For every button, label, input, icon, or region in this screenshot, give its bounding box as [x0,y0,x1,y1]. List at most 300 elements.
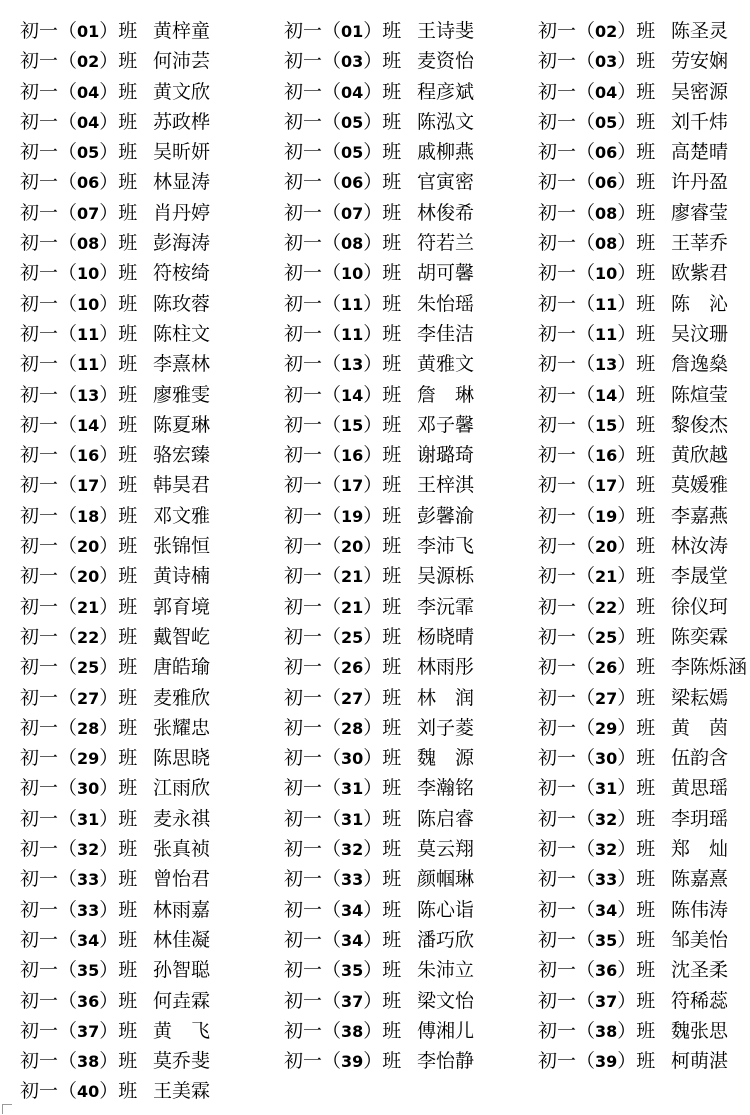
class-label: 初一（33）班 [20,898,138,921]
list-row [0,107,750,137]
class-label: 初一（02）班 [538,20,656,42]
list-item [20,349,210,379]
list-item [20,531,210,561]
class-label: 初一（21）班 [284,565,402,588]
list-item [20,501,210,531]
student-name: 林汝涛 [671,535,729,558]
class-label: 初一（08）班 [538,201,656,224]
list-item [284,380,474,410]
class-number: 10 [77,294,100,314]
class-number: 10 [595,264,618,284]
class-label: 初一（06）班 [538,171,656,194]
class-number: 20 [595,537,618,557]
class-number: 05 [341,112,364,132]
student-name: 林雨嘉 [153,898,211,921]
list-item [284,531,474,561]
class-number: 31 [341,809,364,829]
student-name: 官寅密 [417,171,475,194]
class-label: 初一（06）班 [538,141,656,164]
class-number: 28 [77,718,100,738]
class-number: 14 [595,385,618,405]
list-item [20,1046,210,1076]
class-number: 04 [341,82,364,102]
list-item [20,137,210,167]
class-number: 08 [77,234,100,254]
class-number: 34 [77,930,100,950]
class-label: 初一（10）班 [20,262,138,285]
student-name: 胡可馨 [417,262,475,285]
class-label: 初一（35）班 [284,959,402,982]
class-label: 初一（37）班 [538,989,656,1012]
student-name: 黄 茵 [671,716,729,739]
class-label: 初一（28）班 [284,716,402,739]
list-item [20,470,210,500]
class-number: 25 [77,658,100,678]
class-label: 初一（28）班 [20,716,138,739]
list-item [538,46,728,76]
student-name: 邹美怡 [671,928,729,951]
list-row [0,198,750,228]
class-number: 34 [341,930,364,950]
student-name: 朱沛立 [417,959,475,982]
student-name: 王诗斐 [417,20,475,42]
class-label: 初一（05）班 [284,141,402,164]
list-item [20,319,210,349]
class-number: 37 [595,991,618,1011]
class-label: 初一（02）班 [20,50,138,73]
class-label: 初一（36）班 [20,989,138,1012]
student-name: 陈奕霖 [671,625,729,648]
student-name: 何垚霖 [153,989,211,1012]
class-number: 10 [341,264,364,284]
class-label: 初一（20）班 [538,535,656,558]
list-item [538,228,728,258]
student-name: 陈夏琳 [153,413,211,436]
class-label: 初一（39）班 [538,1050,656,1073]
class-number: 39 [595,1052,618,1072]
class-number: 30 [595,749,618,769]
class-label: 初一（16）班 [284,444,402,467]
list-item [284,955,474,985]
list-item [20,77,210,107]
class-number: 29 [77,749,100,769]
list-row [0,531,750,561]
class-label: 初一（20）班 [20,565,138,588]
class-number: 11 [77,324,100,344]
list-item [20,743,210,773]
class-number: 06 [595,173,618,193]
class-number: 33 [341,870,364,890]
class-number: 13 [77,385,100,405]
student-name: 林雨彤 [417,656,475,679]
class-number: 21 [341,597,364,617]
class-label: 初一（16）班 [538,444,656,467]
class-number: 16 [595,446,618,466]
list-item [538,804,728,834]
list-row [0,804,750,834]
student-name: 曾怡君 [153,868,211,891]
student-name: 何沛芸 [153,50,211,73]
class-number: 40 [77,1082,100,1102]
class-label: 初一（05）班 [284,110,402,133]
class-number: 38 [341,1021,364,1041]
class-label: 初一（01）班 [20,20,138,42]
class-label: 初一（15）班 [538,413,656,436]
class-number: 33 [77,900,100,920]
list-item [538,864,728,894]
student-name: 詹逸燊 [671,353,729,376]
student-name: 高楚晴 [671,141,729,164]
class-label: 初一（10）班 [538,262,656,285]
class-label: 初一（11）班 [20,353,138,376]
student-name: 张真祯 [153,838,211,861]
class-label: 初一（05）班 [20,141,138,164]
class-number: 02 [595,22,618,41]
class-label: 初一（07）班 [20,201,138,224]
class-label: 初一（18）班 [20,504,138,527]
class-label: 初一（27）班 [20,686,138,709]
class-number: 03 [595,52,618,72]
student-name: 麦资怡 [417,50,475,73]
student-name: 李玥瑶 [671,807,729,830]
student-name: 黄思瑶 [671,777,729,800]
list-item [284,1016,474,1046]
class-number: 10 [77,264,100,284]
class-number: 08 [595,203,618,223]
class-label: 初一（03）班 [284,50,402,73]
class-label: 初一（27）班 [538,686,656,709]
list-item [538,440,728,470]
list-item [284,258,474,288]
list-item [538,592,728,622]
student-name: 张锦恒 [153,535,211,558]
student-name: 陈泓文 [417,110,475,133]
list-item [284,925,474,955]
student-name: 莫云翔 [417,838,475,861]
list-item [538,289,728,319]
class-number: 25 [595,627,618,647]
student-name: 韩昊君 [153,474,211,497]
list-row [0,955,750,985]
class-label: 初一（37）班 [20,1019,138,1042]
class-number: 32 [77,840,100,860]
class-number: 01 [341,22,364,41]
student-name: 李嘉燕 [671,504,729,527]
class-label: 初一（17）班 [284,474,402,497]
list-item [284,683,474,713]
list-item [20,410,210,440]
list-item [20,683,210,713]
class-label: 初一（04）班 [20,80,138,103]
class-label: 初一（38）班 [538,1019,656,1042]
student-name: 许丹盈 [671,171,729,194]
student-name: 黄文欣 [153,80,211,103]
class-number: 16 [77,446,100,466]
class-label: 初一（29）班 [20,747,138,770]
student-name: 朱怡瑶 [417,292,475,315]
class-label: 初一（27）班 [284,686,402,709]
list-item [20,1076,210,1106]
list-item [20,834,210,864]
list-item [538,683,728,713]
class-label: 初一（22）班 [20,625,138,648]
class-number: 25 [341,627,364,647]
class-label: 初一（30）班 [538,747,656,770]
list-item [20,652,210,682]
list-item [20,1016,210,1046]
list-item [284,228,474,258]
class-number: 11 [595,324,618,344]
list-item [538,925,728,955]
student-name: 陈煊莹 [671,383,729,406]
list-item [284,198,474,228]
student-name: 邓文雅 [153,504,211,527]
class-number: 22 [595,597,618,617]
class-number: 39 [341,1052,364,1072]
student-name: 李陈烁涵 [671,656,748,679]
student-name: 彭海涛 [153,232,211,255]
list-item [538,834,728,864]
student-name: 魏 源 [417,747,475,770]
student-name: 肖丹婷 [153,201,211,224]
class-number: 19 [595,506,618,526]
class-label: 初一（30）班 [20,777,138,800]
class-number: 17 [77,476,100,496]
student-name: 莫乔斐 [153,1050,211,1073]
list-item [284,501,474,531]
class-label: 初一（35）班 [20,959,138,982]
page-corner-mark [2,1104,12,1114]
class-label: 初一（10）班 [284,262,402,285]
class-number: 11 [341,324,364,344]
class-label: 初一（21）班 [284,595,402,618]
list-item [20,713,210,743]
student-name: 林显涛 [153,171,211,194]
student-list [0,16,750,1107]
class-number: 27 [595,688,618,708]
class-label: 初一（25）班 [20,656,138,679]
student-name: 黄 飞 [153,1019,211,1042]
student-name: 劳安娴 [671,50,729,73]
student-name: 王梓淇 [417,474,475,497]
student-name: 戴智屹 [153,625,211,648]
list-item [20,16,210,46]
student-name: 欧紫君 [671,262,729,285]
class-number: 01 [77,22,100,41]
class-number: 13 [341,355,364,375]
list-item [284,289,474,319]
list-item [538,16,728,46]
student-name: 陈思晓 [153,747,211,770]
student-name: 林俊希 [417,201,475,224]
class-label: 初一（19）班 [284,504,402,527]
class-label: 初一（14）班 [20,413,138,436]
list-item [284,470,474,500]
class-number: 05 [595,112,618,132]
class-label: 初一（32）班 [20,838,138,861]
list-item [538,380,728,410]
class-label: 初一（17）班 [538,474,656,497]
class-number: 14 [77,415,100,435]
list-item [20,864,210,894]
class-label: 初一（17）班 [20,474,138,497]
class-number: 30 [341,749,364,769]
class-number: 32 [595,809,618,829]
list-row [0,622,750,652]
class-label: 初一（34）班 [538,898,656,921]
list-item [284,16,474,46]
student-name: 陈柱文 [153,322,211,345]
list-item [538,895,728,925]
student-name: 廖雅雯 [153,383,211,406]
class-label: 初一（10）班 [20,292,138,315]
list-item [20,592,210,622]
student-name: 林 润 [417,686,475,709]
class-label: 初一（15）班 [284,413,402,436]
student-name: 邓子馨 [417,413,475,436]
list-item [20,380,210,410]
list-row [0,592,750,622]
list-item [538,743,728,773]
class-number: 34 [595,900,618,920]
class-number: 31 [341,779,364,799]
student-name: 吴源栎 [417,565,475,588]
list-item [20,986,210,1016]
class-number: 31 [77,809,100,829]
list-row [0,864,750,894]
student-name: 谢璐琦 [417,444,475,467]
list-item [20,258,210,288]
class-number: 21 [77,597,100,617]
list-row [0,470,750,500]
class-number: 35 [341,961,364,981]
student-name: 陈玫蓉 [153,292,211,315]
list-item [284,592,474,622]
student-name: 陈启睿 [417,807,475,830]
list-row [0,258,750,288]
class-number: 26 [341,658,364,678]
list-item [538,107,728,137]
list-item [284,349,474,379]
student-name: 麦永祺 [153,807,211,830]
list-row [0,986,750,1016]
list-item [284,713,474,743]
list-item [20,895,210,925]
student-name: 苏政桦 [153,110,211,133]
class-label: 初一（34）班 [284,928,402,951]
class-label: 初一（04）班 [20,110,138,133]
student-name: 郑 灿 [671,838,729,861]
class-label: 初一（32）班 [538,807,656,830]
list-row [0,834,750,864]
class-number: 17 [341,476,364,496]
class-number: 32 [595,840,618,860]
list-item [284,773,474,803]
student-name: 梁耘嫣 [671,686,729,709]
class-number: 20 [341,537,364,557]
class-label: 初一（08）班 [284,232,402,255]
class-label: 初一（39）班 [284,1050,402,1073]
student-name: 黄诗楠 [153,565,211,588]
class-label: 初一（04）班 [284,80,402,103]
list-item [538,986,728,1016]
class-number: 14 [341,385,364,405]
class-label: 初一（07）班 [284,201,402,224]
class-number: 36 [77,991,100,1011]
list-row [0,501,750,531]
student-name: 魏张思 [671,1019,729,1042]
class-label: 初一（29）班 [538,716,656,739]
student-name: 彭馨渝 [417,504,475,527]
class-number: 18 [77,506,100,526]
class-label: 初一（26）班 [538,656,656,679]
list-item [538,561,728,591]
student-name: 廖睿莹 [671,201,729,224]
class-label: 初一（36）班 [538,959,656,982]
class-number: 11 [341,294,364,314]
class-label: 初一（11）班 [284,292,402,315]
list-item [284,561,474,591]
student-name: 江雨欣 [153,777,211,800]
list-row [0,380,750,410]
class-label: 初一（32）班 [538,838,656,861]
list-item [284,834,474,864]
class-label: 初一（13）班 [20,383,138,406]
class-number: 37 [341,991,364,1011]
class-label: 初一（16）班 [20,444,138,467]
list-item [284,46,474,76]
class-number: 13 [595,355,618,375]
class-label: 初一（35）班 [538,928,656,951]
list-item [20,440,210,470]
student-name: 唐皓瑜 [153,656,211,679]
class-number: 35 [595,930,618,950]
class-label: 初一（33）班 [20,868,138,891]
class-label: 初一（30）班 [284,747,402,770]
list-row [0,1076,750,1106]
list-item [20,955,210,985]
list-row [0,1046,750,1076]
student-name: 骆宏臻 [153,444,211,467]
class-number: 17 [595,476,618,496]
list-row [0,410,750,440]
class-number: 33 [77,870,100,890]
list-item [538,622,728,652]
student-name: 詹 琳 [417,383,475,406]
list-item [284,137,474,167]
class-number: 34 [341,900,364,920]
class-number: 38 [77,1052,100,1072]
class-label: 初一（22）班 [538,595,656,618]
list-item [538,349,728,379]
list-item [284,804,474,834]
list-item [538,319,728,349]
list-item [538,258,728,288]
list-row [0,773,750,803]
class-number: 07 [341,203,364,223]
list-item [284,410,474,440]
class-label: 初一（32）班 [284,838,402,861]
class-label: 初一（25）班 [538,625,656,648]
list-item [20,289,210,319]
class-number: 16 [341,446,364,466]
class-label: 初一（26）班 [284,656,402,679]
list-item [20,925,210,955]
student-name: 黄欣越 [671,444,729,467]
student-name: 吴汶珊 [671,322,729,345]
list-row [0,683,750,713]
student-name: 程彦斌 [417,80,475,103]
